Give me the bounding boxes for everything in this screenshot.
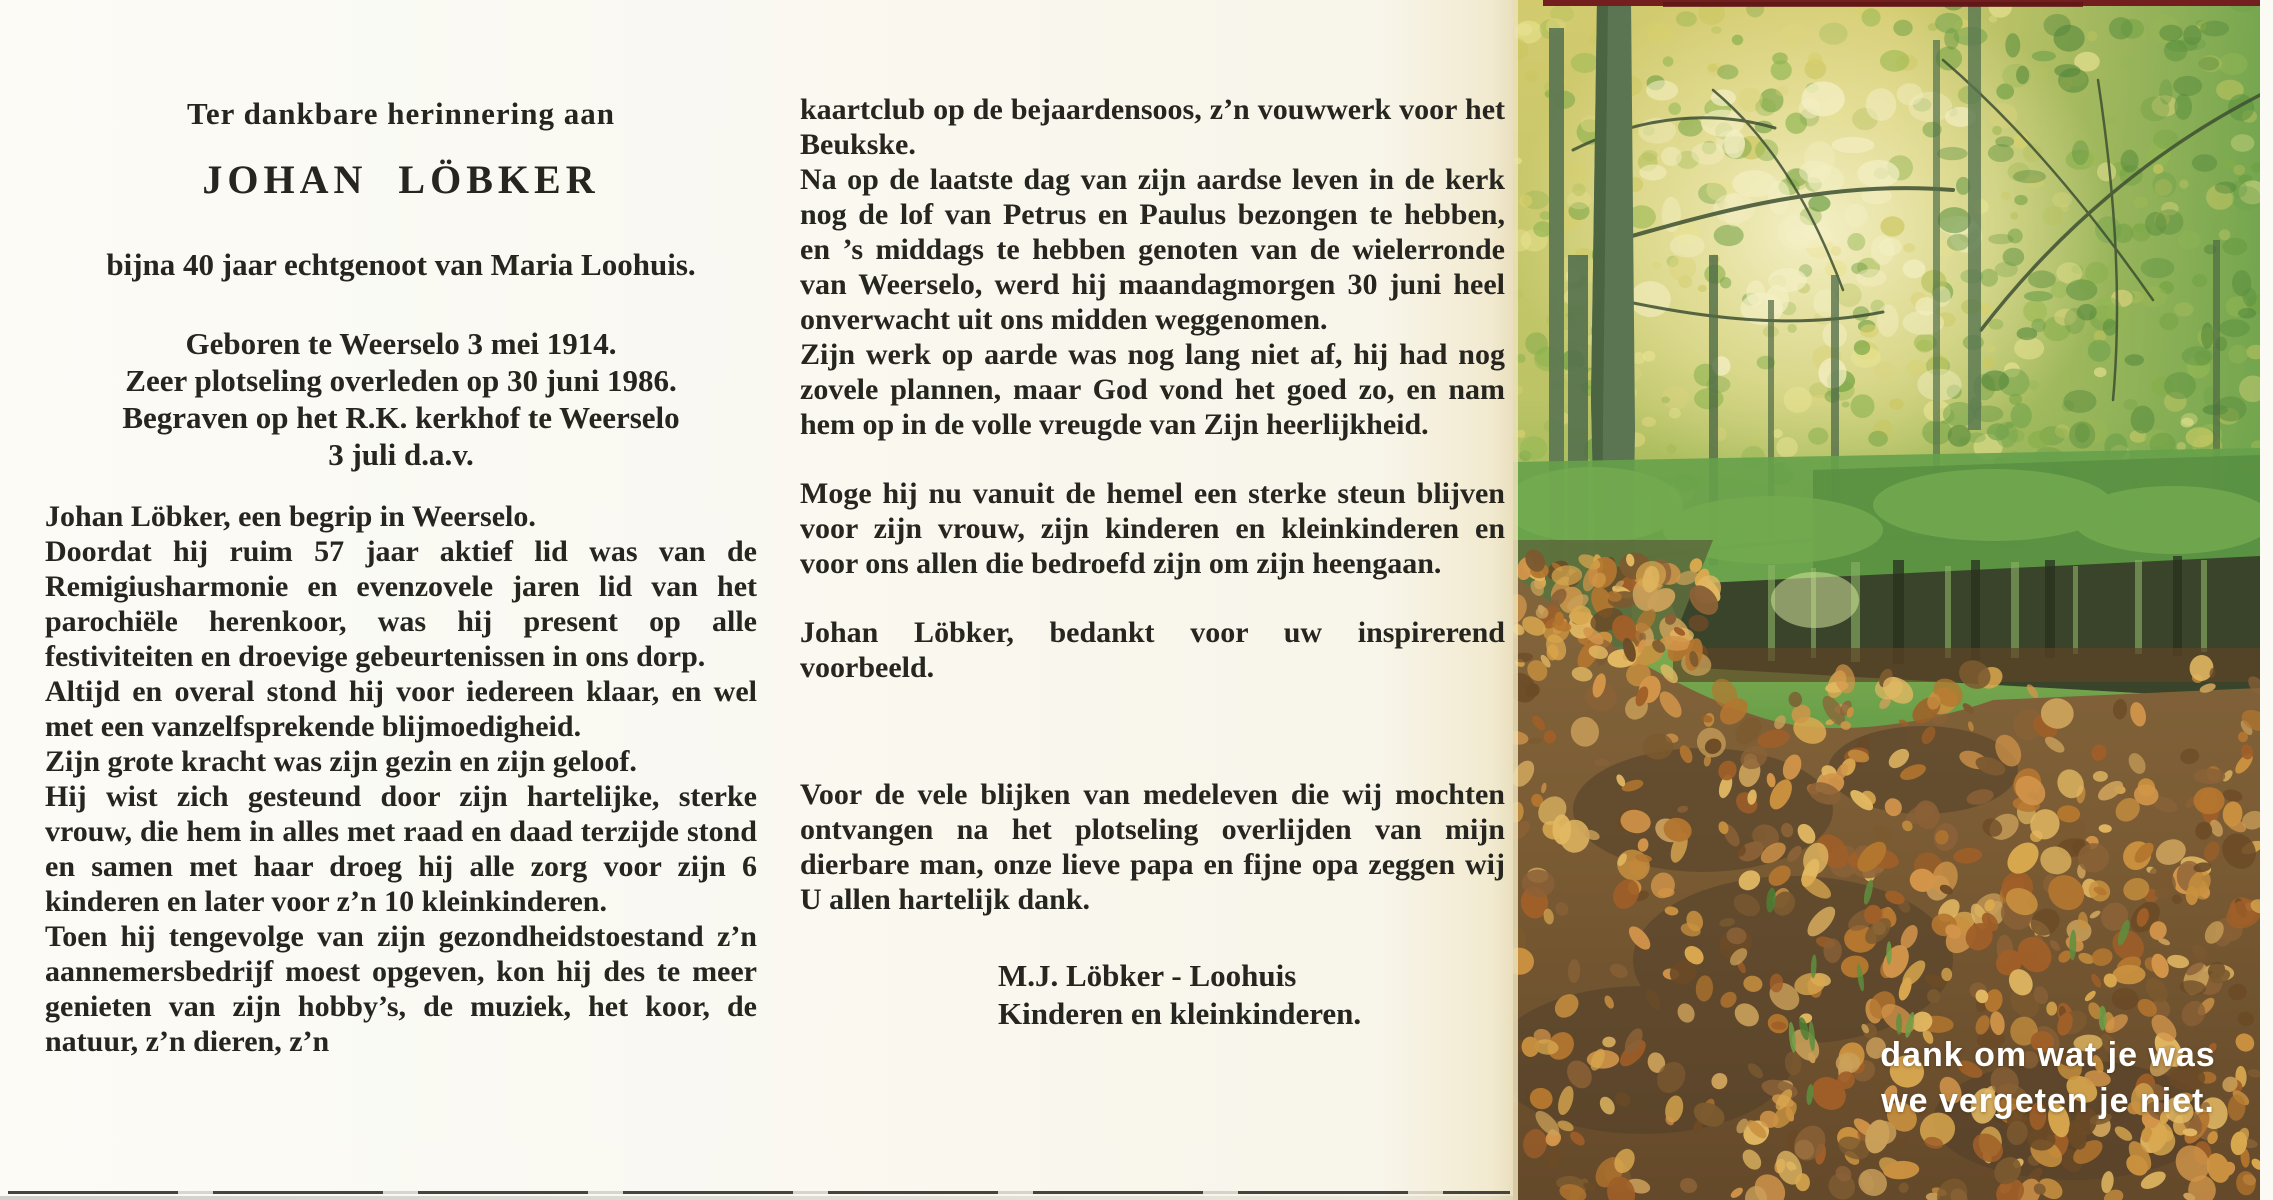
burial-date-line: 3 juli d.a.v. xyxy=(328,437,474,472)
deceased-name: JOHAN LÖBKER xyxy=(202,157,600,202)
acknowledgement-paragraph: Voor de vele blijken van medeleven die wij mochten ontvangen na het plotseling overlijden van mijn dierbare man, onze lieve papa en fijne opa zeggen wij U allen hartelijk dank. xyxy=(800,778,1505,916)
body-paragraph: Zijn grote kracht was zijn gezin en zijn geloof. xyxy=(45,745,637,778)
forest-photo xyxy=(1513,0,2260,1200)
signature-name-line: M.J. Löbker - Loohuis xyxy=(998,958,1297,993)
caption-line-2: we vergeten je niet. xyxy=(1881,1082,2215,1120)
photo-caption xyxy=(1843,1032,2253,1124)
relationship-line: bijna 40 jaar echtgenoot van Maria Loohuis. xyxy=(106,247,696,282)
body-paragraph: Na op de laatste dag van zijn aardse leven in de kerk nog de lof van Petrus en Paulus bezongen te hebben, en ’s middags te hebben genoten van de wielerronde van Weerselo, werd hij maandagmorgen 30 juni heel onverwacht uit ons midden weggenomen. xyxy=(800,163,1505,336)
caption-line-1: dank om wat je was xyxy=(1880,1036,2216,1074)
life-dates xyxy=(45,325,757,473)
signature-family-line: Kinderen en kleinkinderen. xyxy=(998,996,1362,1031)
right-paper-edge xyxy=(2260,0,2273,1200)
body-paragraph: Moge hij nu vanuit de hemel een sterke steun blijven voor zijn vrouw, zijn kinderen en kleinkinderen en voor ons allen die bedroefd zijn om zijn heengaan. xyxy=(800,477,1505,580)
body-paragraph: Hij wist zich gesteund door zijn hartelijke, sterke vrouw, die hem in alles met raad en daad terzijde stond en samen met haar droeg hij alle zorg voor zijn 6 kinderen en later voor z’n 10 kleinkinderen. xyxy=(45,780,757,918)
thanks-paragraph: Johan Löbker, bedankt voor uw inspirerend voorbeeld. xyxy=(800,616,1505,684)
body-paragraph: Zijn werk op aarde was nog lang niet af, hij had nog zovele plannen, maar God vond het goed zo, en nam hem op in de volle vreugde van Zijn heerlijkheid. xyxy=(800,338,1505,441)
body-paragraph: Toen hij tengevolge van zijn gezondheidstoestand z’n aannemersbedrijf moest opgeven, kon hij des te meer genieten van zijn hobby’s, de muziek, het koor, de natuur, z’n dieren, z’n xyxy=(45,920,757,1058)
forest-photo-art xyxy=(1513,0,2260,1200)
scan-fold-line-shadow xyxy=(0,1196,1513,1200)
body-paragraph: Doordat hij ruim 57 jaar aktief lid was van de Remigiusharmonie en evenzovele jaren lid van het parochiële herenkoor, was hij present op alle festiviteiten en droevige gebeurtenissen in ons dorp. xyxy=(45,535,757,673)
death-line: Zeer plotseling overleden op 30 juni 1986. xyxy=(125,363,677,398)
body-paragraph: Johan Löbker, een begrip in Weerselo. xyxy=(45,500,536,533)
burial-place-line: Begraven op het R.K. kerkhof te Weerselo xyxy=(122,400,680,435)
signature-block xyxy=(998,957,1505,1033)
body-paragraph: Altijd en overal stond hij voor iedereen klaar, en wel met een vanzelfsprekende blijmoedigheid. xyxy=(45,675,757,743)
birth-line: Geboren te Weerselo 3 mei 1914. xyxy=(185,326,617,361)
middle-column xyxy=(800,92,1505,1033)
intro-line: Ter dankbare herinnering aan xyxy=(187,96,615,131)
body-paragraph: kaartclub op de bejaardensoos, z’n vouwwerk voor het Beukske. xyxy=(800,93,1505,161)
scan-fold-line xyxy=(8,1191,1510,1194)
left-column xyxy=(45,96,757,1059)
